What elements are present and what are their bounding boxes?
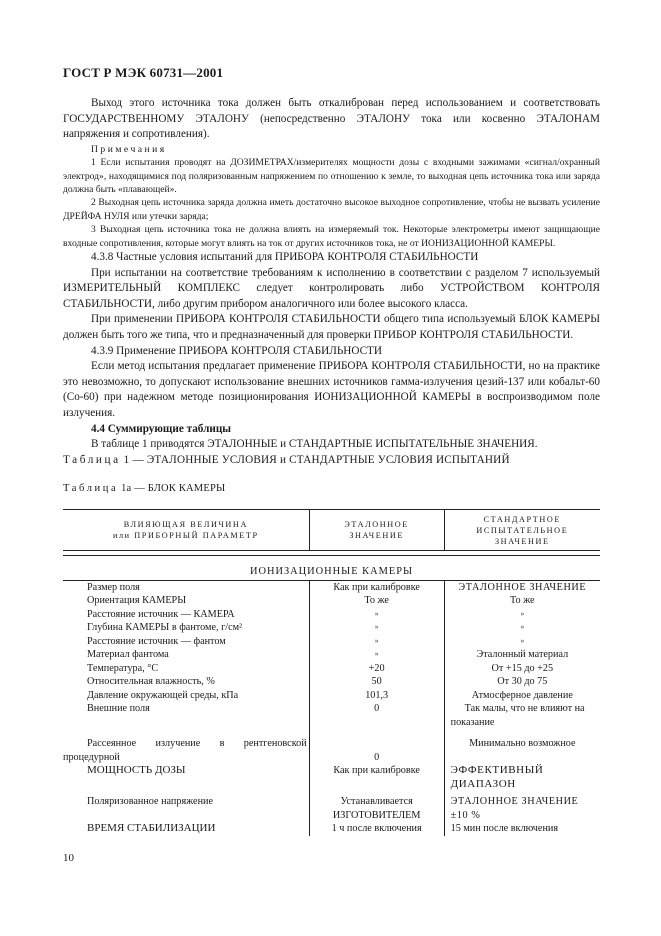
chamber-table	[63, 509, 600, 836]
section-label: ИОНИЗАЦИОННЫЕ КАМЕРЫ	[63, 556, 600, 581]
row-reference: »	[309, 635, 444, 649]
row-reference: 0	[309, 702, 444, 729]
row-param: Ориентация КАМЕРЫ	[87, 595, 187, 606]
row-param: Размер поля	[87, 581, 140, 593]
table-row	[63, 621, 600, 635]
row-standard: ЭТАЛОННОЕ ЗНАЧЕНИЕ ±10 %	[450, 796, 579, 821]
header-col1-line2: или ПРИБОРНЫЙ ПАРАМЕТР	[112, 531, 259, 540]
row-standard: ЭТАЛОННОЕ ЗНАЧЕНИЕ	[458, 581, 587, 593]
row-reference: »	[309, 621, 444, 635]
row-standard: От +15 до +25	[491, 662, 554, 674]
header-col2-line1: ЭТАЛОННОЕ	[344, 520, 409, 529]
row-reference: 101,3	[309, 689, 444, 703]
row-reference: 1 ч после включения	[309, 822, 444, 836]
note-3: 3 Выходная цепь источника тока не должна влиять на измеряемый ток. Некоторые электрометры имеют защищающие входные сопротивления, которые могут влиять на ток от других источников тока, не от ИОНИЗАЦИОННОЙ КАМЕРЫ.	[63, 224, 600, 249]
header-col2-line2: ЗНАЧЕНИЕ	[349, 531, 404, 540]
row-param	[63, 729, 309, 764]
row-standard: Так малы, что не влияют на показание	[450, 703, 585, 728]
notes-title: Примечания	[91, 143, 167, 155]
table-row	[63, 689, 600, 703]
header-col3-line1: СТАНДАРТНОЕ	[483, 514, 562, 524]
header-col-standard	[444, 510, 600, 551]
row-param: Температура, °С	[87, 662, 159, 674]
row-reference: То же	[309, 594, 444, 608]
row-standard: »	[520, 636, 525, 645]
row-standard: 15 мин после включения	[450, 823, 559, 834]
row-reference: 0	[309, 729, 444, 764]
row-param: Внешние поля	[87, 703, 150, 714]
section-4-3-9-para-1: Если метод испытания предлагает применение ПРИБОРА КОНТРОЛЯ СТАБИЛЬНОСТИ, но на практике это невозможно, то допускают использование внешних источников гамма-излучения цезий-137 или кобальт-60 (Co-60) при надежном методе позиционирования ИОНИЗАЦИОННОЙ КАМЕРЫ в воспроизводимом поле излучения.	[63, 360, 600, 419]
row-reference: Как при калибровке	[309, 580, 444, 594]
row-param: Материал фантома	[87, 649, 169, 660]
table-1a-title: 1а — БЛОК КАМЕРЫ	[121, 483, 226, 495]
section-4-4-title: 4.4 Суммирующие таблицы	[91, 422, 232, 435]
body-text	[63, 96, 600, 497]
table-row	[63, 729, 600, 764]
row-standard: От 30 до 75	[497, 676, 548, 687]
note-2: 2 Выходная цепь источника заряда должна иметь достаточно высокое выходное сопротивление, чтобы не вызвать усиление ДРЕЙФА НУЛЯ или утечки заряда;	[63, 197, 600, 222]
table-row	[63, 822, 600, 836]
row-param: Поляризованное напряжение	[87, 796, 214, 807]
table-row	[63, 648, 600, 662]
row-param: Расстояние источник — фантом	[87, 635, 226, 647]
row-standard: ЭФФЕКТИВНЫЙ ДИАПАЗОН	[450, 764, 544, 790]
header-col-reference	[309, 510, 444, 551]
table-row	[63, 675, 600, 689]
table-1a-label: Таблица	[63, 483, 119, 495]
row-param: Относительная влажность, %	[87, 676, 215, 687]
note-1: 1 Если испытания проводят на ДОЗИМЕТРАХ/измерителях мощности дозы с входными зажимами «сигнал/охранный электрод», находящимися под поляризованным напряжением по отношению к земле, то выходная цепь источника тока или заряда должна быть «плавающей».	[63, 157, 600, 195]
section-4-3-8-para-1: При испытании на соответствие требованиям к исполнению в соответствии с разделом 7 используемый ИЗМЕРИТЕЛЬНЫЙ КОМПЛЕКС следует контролировать либо УСТРОЙСТВОМ КОНТРОЛЯ СТАБИЛЬНОСТИ, либо другим прибором аналогичного или более высокого класса.	[63, 266, 600, 310]
section-4-3-8-para-2: При применении ПРИБОРА КОНТРОЛЯ СТАБИЛЬНОСТИ общего типа используемый БЛОК КАМЕРЫ должен быть того же типа, что и предназначенный для проверки ПРИБОР КОНТРОЛЯ СТАБИЛЬНОСТИ.	[63, 313, 600, 341]
table-row	[63, 764, 600, 791]
paragraph-calibration: Выход этого источника тока должен быть откалиброван перед использованием и соответствовать ГОСУДАРСТВЕННОМУ ЭТАЛОНУ (непосредственно ЭТАЛОНУ тока или косвенно ЭТАЛОНАМ напряжения и сопротивления).	[63, 97, 600, 141]
header-col-influence	[63, 510, 309, 551]
row-standard: Эталонный материал	[476, 649, 569, 660]
row-reference: Устанавливается ИЗГОТОВИТЕЛЕМ	[309, 791, 444, 822]
table-row	[63, 791, 600, 822]
section-4-4-para-1: В таблице 1 приводятся ЭТАЛОННЫЕ и СТАНДАРТНЫЕ ИСПЫТАТЕЛЬНЫЕ ЗНАЧЕНИЯ.	[91, 438, 538, 451]
table-row	[63, 594, 600, 608]
header-col1-line1: ВЛИЯЮЩАЯ ВЕЛИЧИНА	[123, 520, 248, 529]
table-1-title: 1 — ЭТАЛОННЫЕ УСЛОВИЯ и СТАНДАРТНЫЕ УСЛОВИЯ ИСПЫТАНИЙ	[123, 453, 510, 466]
header-col3-line3: ЗНАЧЕНИЕ	[494, 536, 550, 546]
table-1-caption	[63, 453, 600, 469]
table-row	[63, 608, 600, 622]
row-reference: »	[309, 648, 444, 662]
row-param: Расстояние источник — КАМЕРА	[87, 608, 235, 620]
table-1-label: Таблица	[63, 453, 121, 466]
row-reference: Как при калибровке	[309, 764, 444, 791]
table-1a-caption	[63, 481, 600, 497]
table-section-row	[63, 556, 600, 581]
row-standard: »	[520, 609, 525, 618]
row-param: МОЩНОСТЬ ДОЗЫ	[87, 764, 186, 776]
section-4-3-9-title: 4.3.9 Применение ПРИБОРА КОНТРОЛЯ СТАБИЛЬНОСТИ	[91, 344, 382, 357]
table-row	[63, 635, 600, 649]
row-standard: Атмосферное давление	[471, 689, 573, 701]
row-standard: То же	[510, 595, 535, 606]
row-reference: 50	[309, 675, 444, 689]
table-row	[63, 702, 600, 729]
row-standard: »	[520, 623, 525, 631]
row-standard: Минимально возможное	[469, 738, 576, 749]
table-header-row	[63, 510, 600, 551]
row-param: Глубина КАМЕРЫ в фантоме, г/см²	[87, 622, 243, 633]
table-row	[63, 662, 600, 676]
header-col3-line2: ИСПЫТАТЕЛЬНОЕ	[476, 525, 569, 535]
page-number: 10	[63, 852, 74, 864]
document-header: ГОСТ Р МЭК 60731—2001	[63, 65, 224, 80]
row-reference: »	[309, 608, 444, 622]
row-param: ВРЕМЯ СТАБИЛИЗАЦИИ	[87, 822, 216, 834]
table-row	[63, 580, 600, 594]
row-param: Давление окружающей среды, кПа	[87, 689, 239, 701]
row-reference: +20	[309, 662, 444, 676]
section-4-3-8-title: 4.3.8 Частные условия испытаний для ПРИБОРА КОНТРОЛЯ СТАБИЛЬНОСТИ	[91, 251, 479, 264]
row-param-text: Рассеянное излучение в рентгеновской процедурной	[63, 738, 307, 763]
